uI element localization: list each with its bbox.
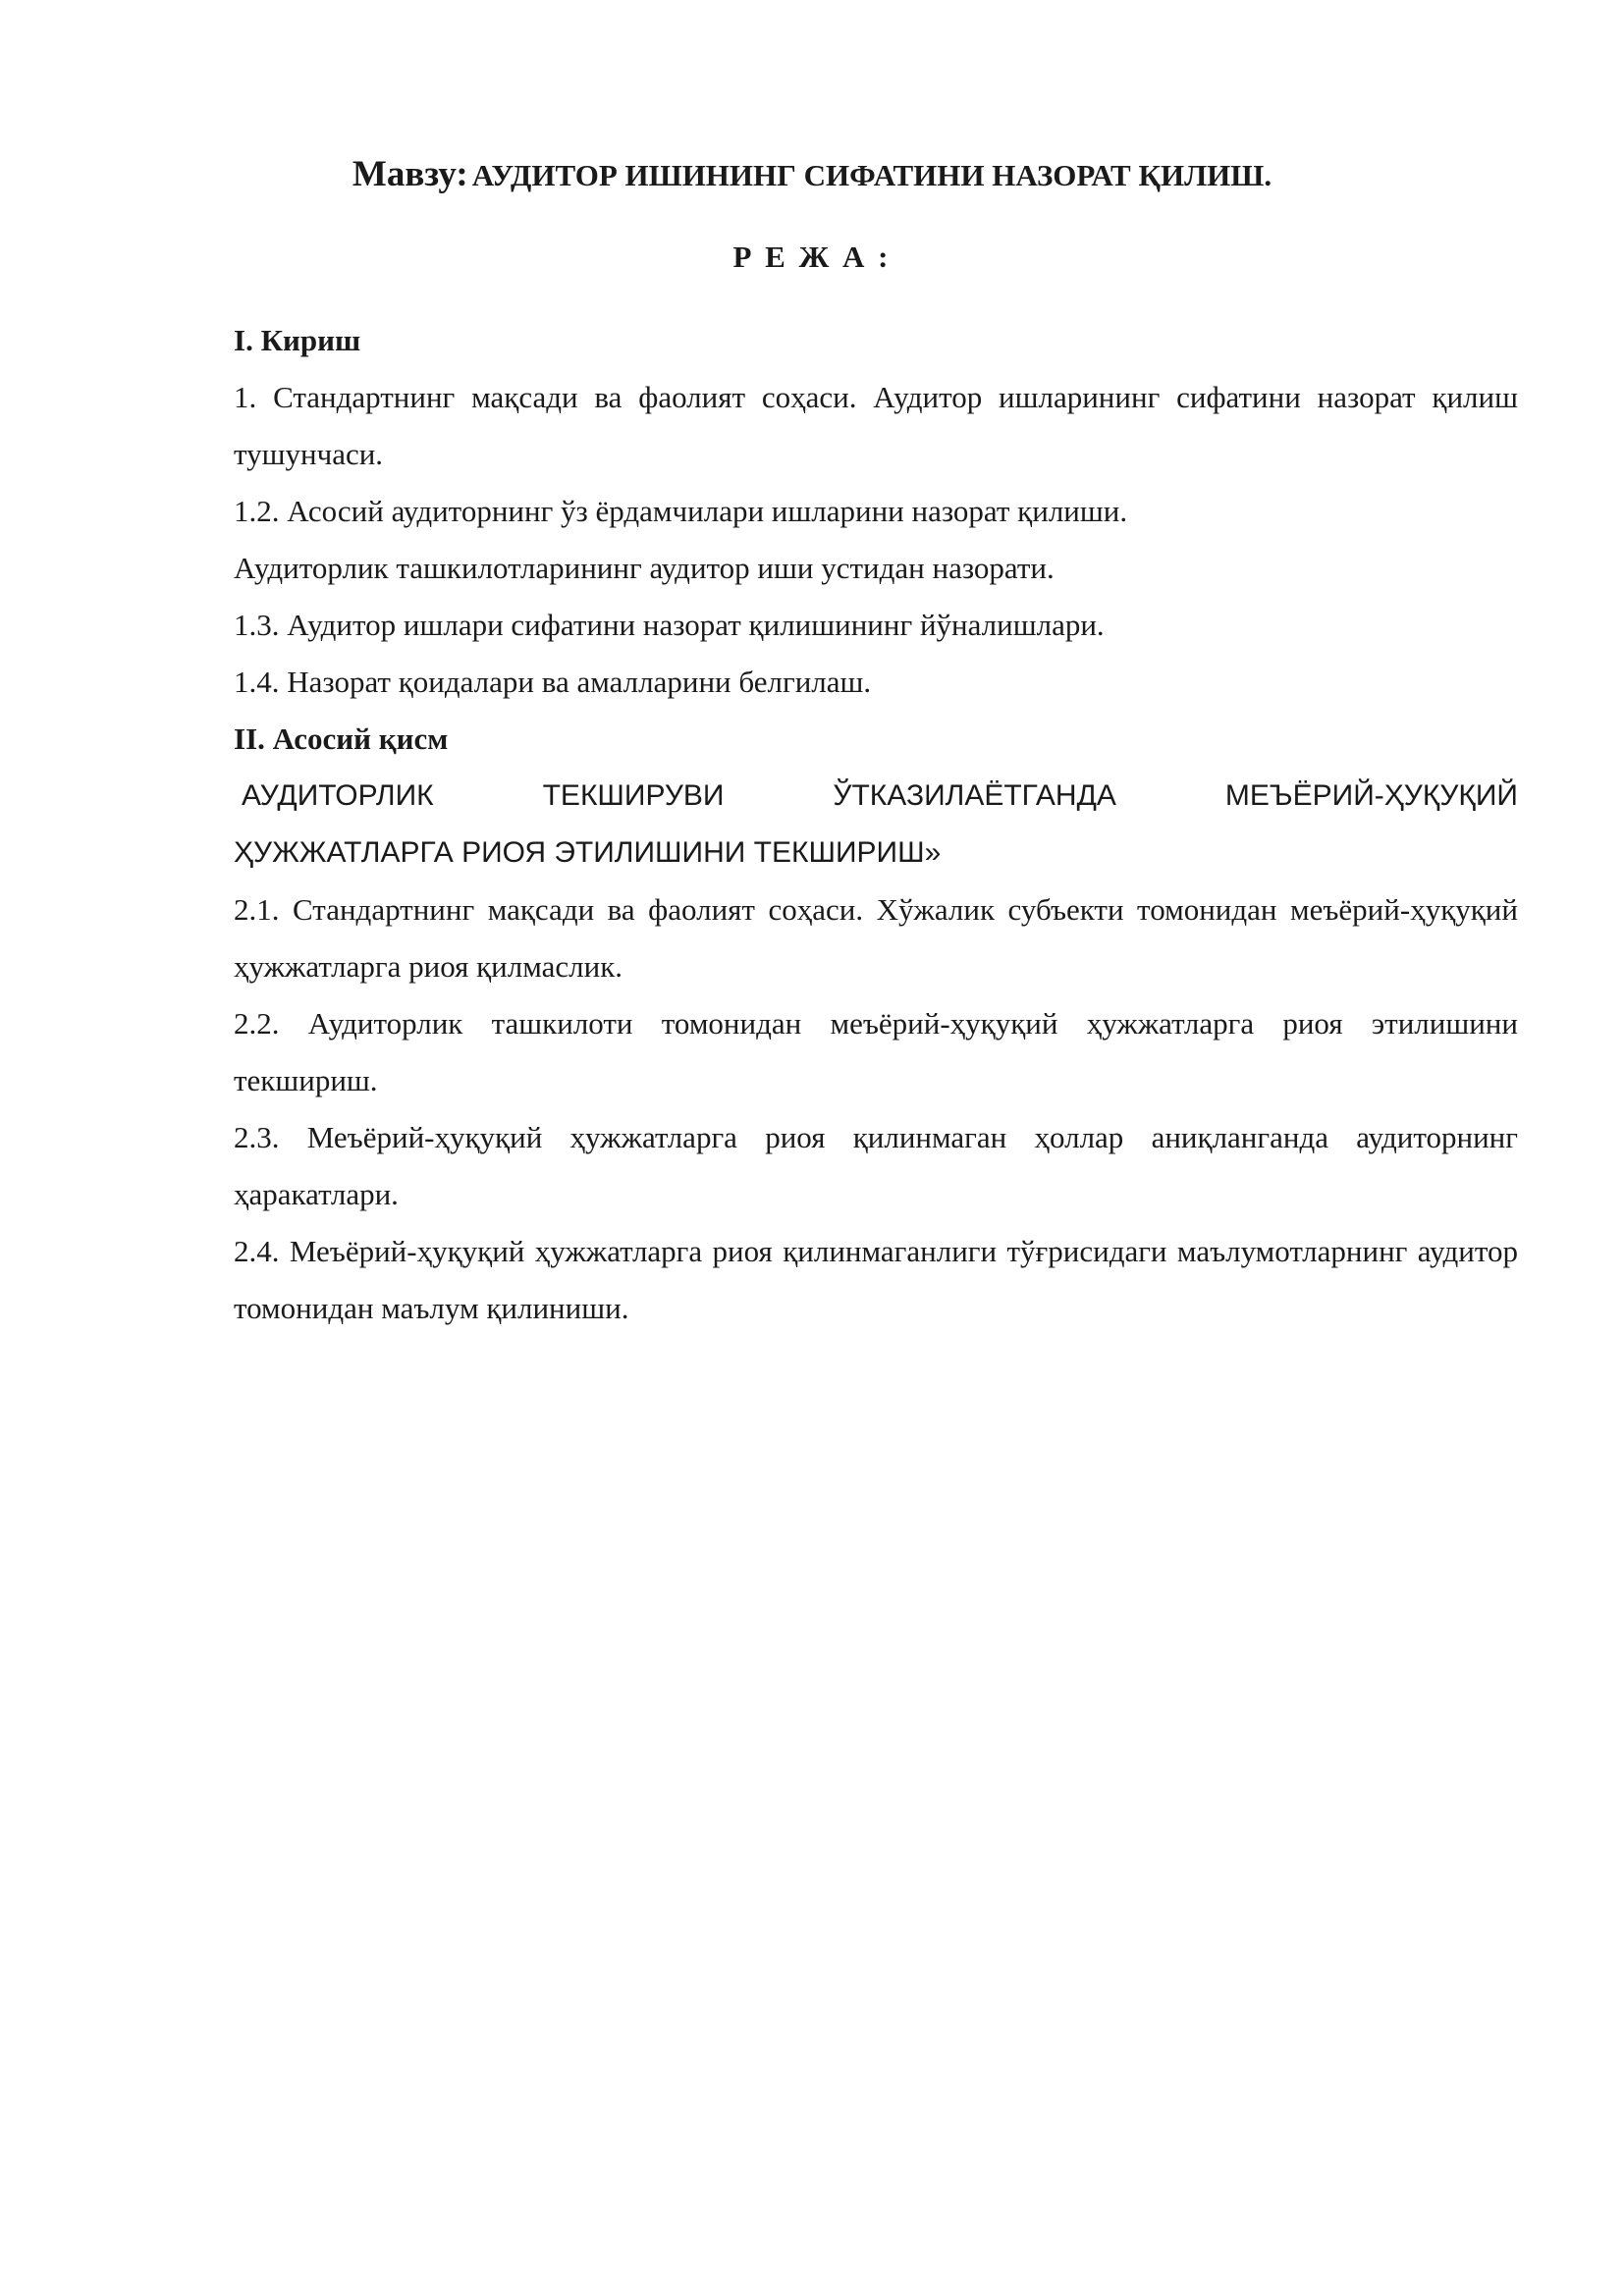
- plan-item-1: 1. Стандартнинг мақсади ва фаолият соҳаси. Аудитор ишларининг сифатини назорат қилиш тушунчаси.: [234, 380, 1518, 471]
- plan-item-1-2-continuation: Аудиторлик ташкилотларининг аудитор иши устидан назорати.: [234, 551, 1055, 585]
- document-title: [0, 153, 1624, 195]
- plan-item-2-4: 2.4. Меъёрий-ҳуқуқий ҳужжатларга риоя қилинмаганлиги тўғрисидаги маълумотларнинг аудитор томонидан маълум қилиниши.: [234, 1234, 1518, 1325]
- main-topic-title-line-1: АУДИТОРЛИК ТЕКШИРУВИ ЎТКАЗИЛАЁТГАНДА МЕЪЁРИЙ-ҲУҚУҚИЙ: [242, 779, 1518, 812]
- section-main-heading: II. Асосий қисм: [234, 721, 449, 756]
- plan-content: [234, 312, 1518, 1337]
- plan-item-2-2: 2.2. Аудиторлик ташкилоти томонидан меъёрий-ҳуқуқий ҳужжатларга риоя этилишини текшириш.: [234, 1006, 1518, 1097]
- title-topic: АУДИТОР ИШИНИНГ СИФАТИНИ НАЗОРАТ ҚИЛИШ.: [471, 158, 1272, 192]
- plan-item-1-4: 1.4. Назорат қоидалари ва амалларини белгилаш.: [234, 665, 872, 699]
- main-topic-title-line-2: ҲУЖЖАТЛАРГА РИОЯ ЭТИЛИШИНИ ТЕКШИРИШ»: [234, 836, 942, 869]
- title-lead: Мавзу:: [352, 154, 468, 194]
- plan-item-1-2: 1.2. Асосий аудиторнинг ўз ёрдамчилари ишларини назорат қилиши.: [234, 494, 1128, 528]
- plan-heading: Р Е Ж А :: [732, 240, 892, 274]
- plan-item-1-3: 1.3. Аудитор ишлари сифатини назорат қилишининг йўналишлари.: [234, 608, 1105, 642]
- section-intro-heading: I. Кириш: [234, 323, 361, 357]
- plan-item-2-1: 2.1. Стандартнинг мақсади ва фаолият соҳаси. Хўжалик субъекти томонидан меъёрий-ҳуқуқий ҳужжатларга риоя қилмаслик.: [234, 892, 1518, 984]
- plan-item-2-3: 2.3. Меъёрий-ҳуқуқий ҳужжатларга риоя қилинмаган ҳоллар аниқланганда аудиторнинг ҳаракатлари.: [234, 1120, 1518, 1211]
